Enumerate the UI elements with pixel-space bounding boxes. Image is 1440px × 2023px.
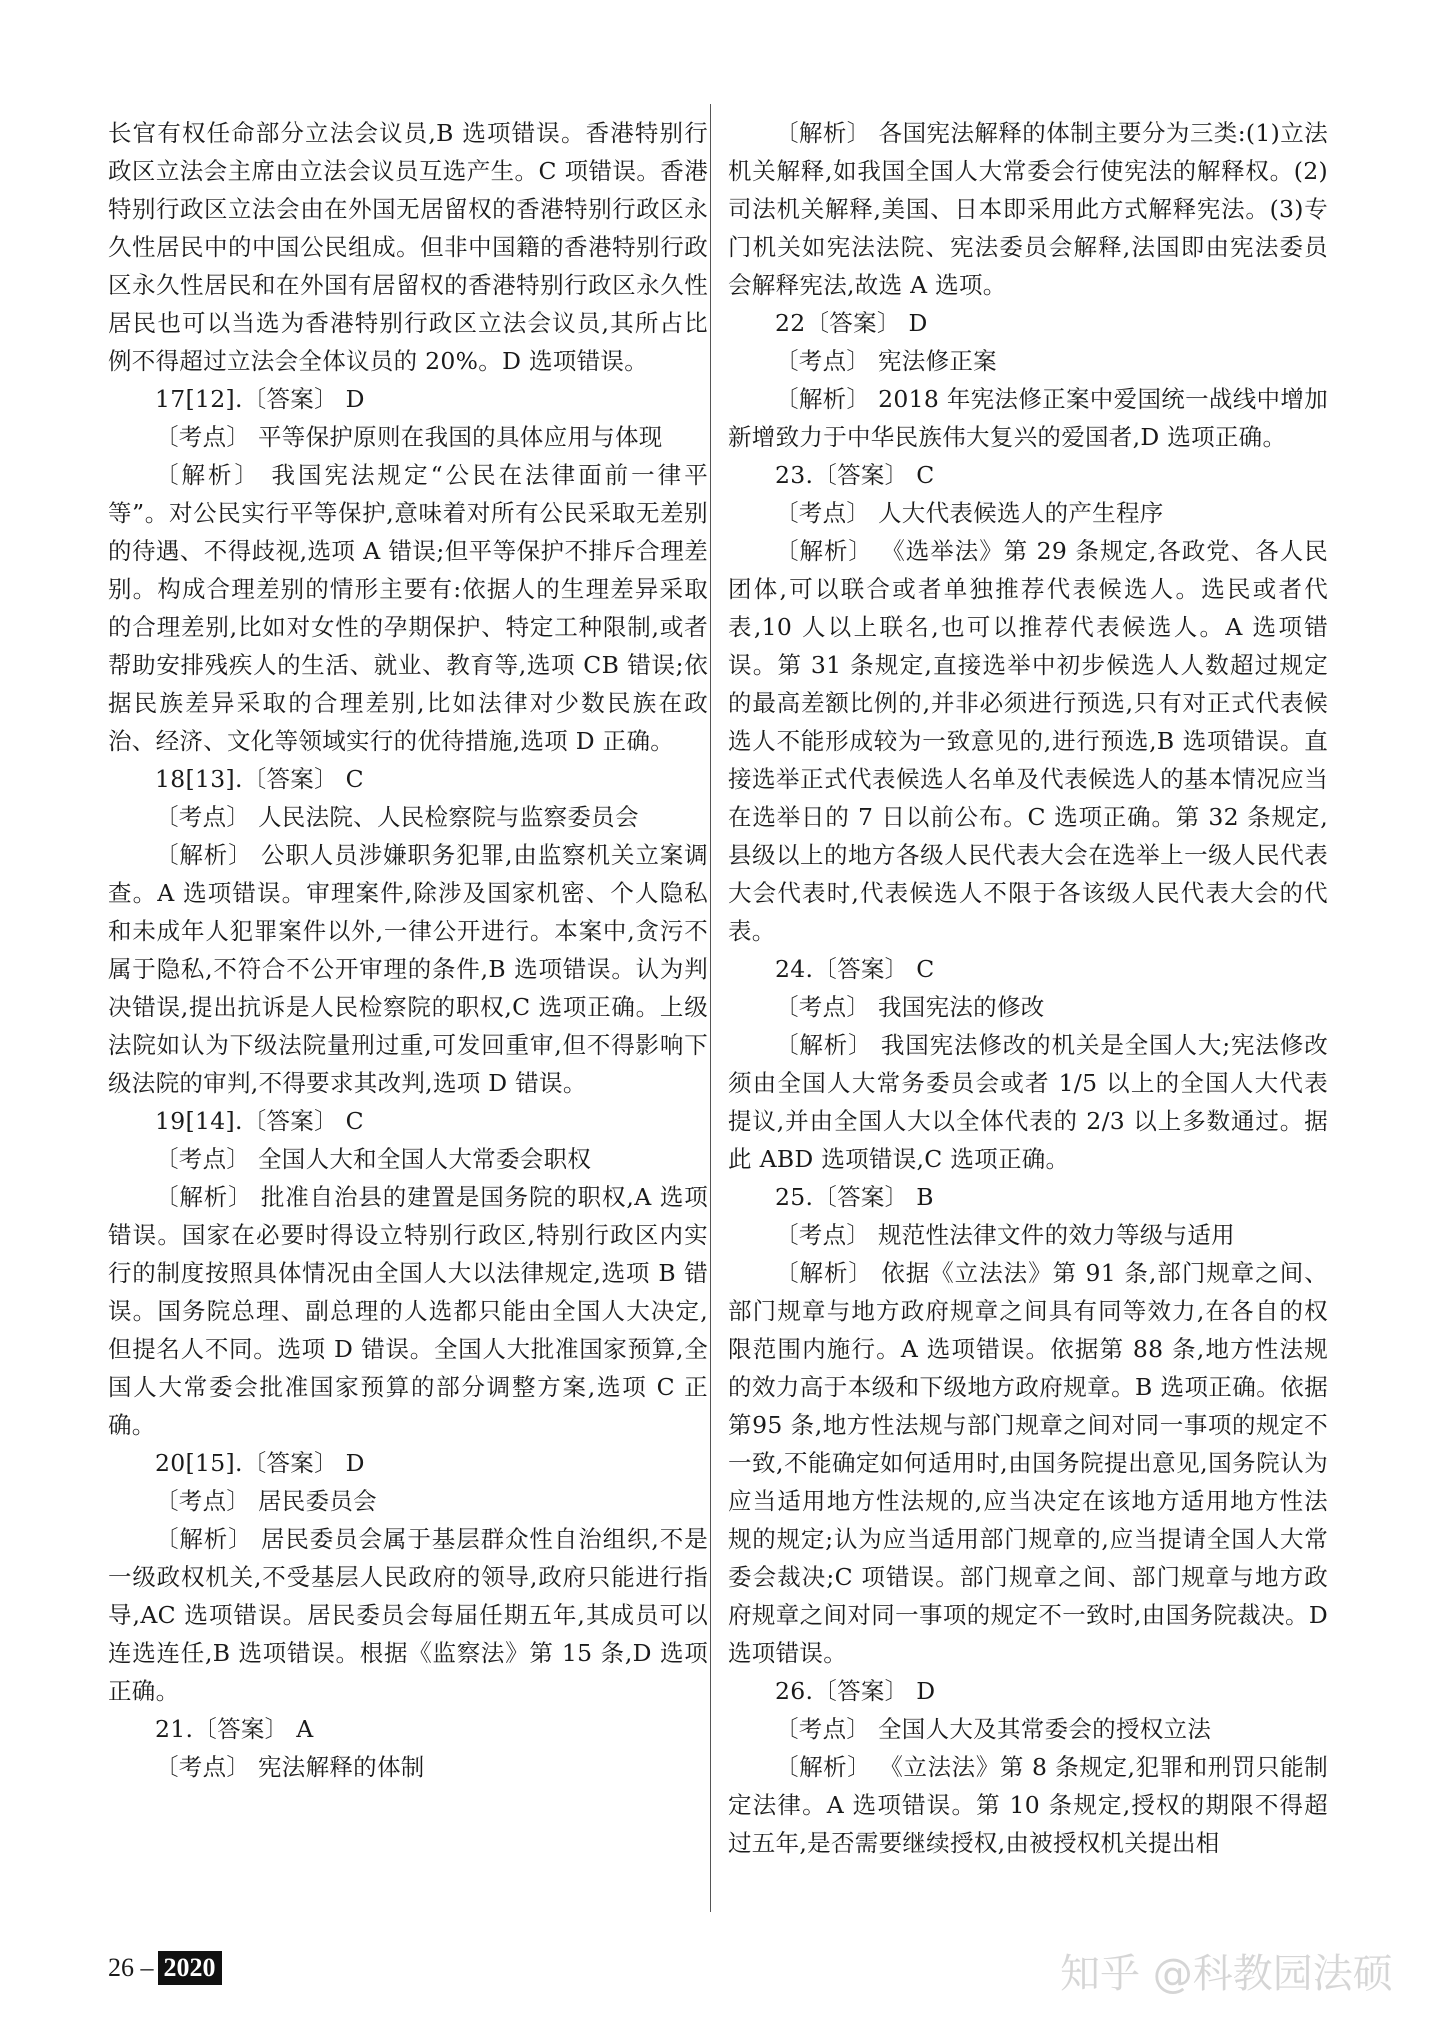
paragraph: 26.〔答案〕 D [775, 1677, 936, 1705]
page-number: 26 – [108, 1953, 154, 1982]
paragraph: 〔解析〕 我国宪法规定“公民在法律面前一律平等”。对公民实行平等保护,意味着对所有公民采取无差别的待遇、不得歧视,选项 A 错误;但平等保护不排斥合理差别。构成合理差别的情形主要有:依据人的生理差异采取的合理差别,比如对女性的孕期保护、特定工种限制,或者帮助安排残疾人的生活、就业、教育等,选项 CB 错误;依据民族差异采取的合理差别,比如法律对少数民族在政治、经济、文化等领域实行的优待措施,选项 D 正确。 [108, 461, 708, 755]
paragraph: 〔考点〕 居民委员会 [155, 1487, 377, 1515]
paragraph: 〔解析〕 各国宪法解释的体制主要分为三类:(1)立法机关解释,如我国全国人大常委会行使宪法的解释权。(2)司法机关解释,美国、日本即采用此方式解释宪法。(3)专门机关如宪法法院、宪法委员会解释,法国即由宪法委员会解释宪法,故选 A 选项。 [728, 119, 1328, 299]
paragraph: 〔解析〕 我国宪法修改的机关是全国人大;宪法修改须由全国人大常务委员会或者 1/5 以上的全国人大代表提议,并由全国人大以全体代表的 2/3 以上多数通过。据此 ABD 选项错误,C 选项正确。 [728, 1031, 1328, 1173]
paragraph: 〔考点〕 人大代表候选人的产生程序 [775, 499, 1164, 527]
paragraph: 21.〔答案〕 A [155, 1715, 314, 1743]
left-column [108, 114, 708, 1786]
paragraph: 〔考点〕 平等保护原则在我国的具体应用与体现 [155, 423, 663, 451]
paragraph: 25.〔答案〕 B [775, 1183, 934, 1211]
paragraph: 〔解析〕 《选举法》第 29 条规定,各政党、各人民团体,可以联合或者单独推荐代表候选人。选民或者代表,10 人以上联名,也可以推荐代表候选人。A 选项错误。第 31 条规定,直接选举中初步候选人人数超过规定的最高差额比例的,并非必须进行预选,只有对正式代表候选人不能形成较为一致意见的,进行预选,B 选项错误。直接选举正式代表候选人名单及代表候选人的基本情况应当在选举日的 7 日以前公布。C 选项正确。第 32 条规定,县级以上的地方各级人民代表大会在选举上一级人民代表大会代表时,代表候选人不限于各该级人民代表大会的代表。 [728, 537, 1328, 945]
paragraph: 24.〔答案〕 C [775, 955, 935, 983]
watermark: 知乎 @科教园法硕 [1060, 1951, 1393, 1997]
paragraph: 〔考点〕 全国人大及其常委会的授权立法 [775, 1715, 1212, 1743]
paragraph: 〔考点〕 人民法院、人民检察院与监察委员会 [155, 803, 639, 831]
paragraph: 19[14].〔答案〕 C [155, 1107, 364, 1135]
paragraph: 17[12].〔答案〕 D [155, 385, 365, 413]
paragraph: 23.〔答案〕 C [775, 461, 935, 489]
paragraph: 〔解析〕 公职人员涉嫌职务犯罪,由监察机关立案调查。A 选项错误。审理案件,除涉及国家机密、个人隐私和未成年人犯罪案件以外,一律公开进行。本案中,贪污不属于隐私,不符合不公开审理的条件,B 选项错误。认为判决错误,提出抗诉是人民检察院的职权,C 选项正确。上级法院如认为下级法院量刑过重,可发回重审,但不得影响下级法院的审判,不得要求其改判,选项 D 错误。 [108, 841, 708, 1097]
paragraph: 22〔答案〕 D [775, 309, 928, 337]
paragraph: 〔考点〕 宪法修正案 [775, 347, 997, 375]
paragraph: 〔考点〕 我国宪法的修改 [775, 993, 1045, 1021]
paragraph: 〔解析〕 依据《立法法》第 91 条,部门规章之间、部门规章与地方政府规章之间具有同等效力,在各自的权限范围内施行。A 选项错误。依据第 88 条,地方性法规的效力高于本级和下级地方政府规章。B 选项正确。依据第95 条,地方性法规与部门规章之间对同一事项的规定不一致,不能确定如何适用时,由国务院提出意见,国务院认为应当适用地方性法规的,应当决定在该地方适用地方性法规的规定;认为应当适用部门规章的,应当提请全国人大常委会裁决;C 项错误。部门规章之间、部门规章与地方政府规章之间对同一事项的规定不一致时,由国务院裁决。D 选项错误。 [728, 1259, 1328, 1667]
paragraph: 〔考点〕 宪法解释的体制 [155, 1753, 425, 1781]
column-divider [710, 104, 711, 1912]
right-column [728, 114, 1328, 1862]
paragraph: 20[15].〔答案〕 D [155, 1449, 365, 1477]
paragraph: 〔考点〕 规范性法律文件的效力等级与适用 [775, 1221, 1235, 1249]
paragraph: 长官有权任命部分立法会议员,B 选项错误。香港特别行政区立法会主席由立法会议员互选产生。C 项错误。香港特别行政区立法会由在外国无居留权的香港特别行政区永久性居民中的中国公民组成。但非中国籍的香港特别行政区永久性居民和在外国有居留权的香港特别行政区永久性居民也可以当选为香港特别行政区立法会议员,其所占比例不得超过立法会全体议员的 20%。D 选项错误。 [108, 119, 708, 375]
paragraph: 〔考点〕 全国人大和全国人大常委会职权 [155, 1145, 592, 1173]
page-footer [108, 1950, 222, 1986]
paragraph: 〔解析〕 批准自治县的建置是国务院的职权,A 选项错误。国家在必要时得设立特别行政区,特别行政区内实行的制度按照具体情况由全国人大以法律规定,选项 B 错误。国务院总理、副总理的人选都只能由全国人大决定,但提名人不同。选项 D 错误。全国人大批准国家预算,全国人大常委会批准国家预算的部分调整方案,选项 C 正确。 [108, 1183, 708, 1439]
paragraph: 18[13].〔答案〕 C [155, 765, 364, 793]
paragraph: 〔解析〕 《立法法》第 8 条规定,犯罪和刑罚只能制定法律。A 选项错误。第 10 条规定,授权的期限不得超过五年,是否需要继续授权,由被授权机关提出相 [728, 1753, 1328, 1857]
paragraph: 〔解析〕 居民委员会属于基层群众性自治组织,不是一级政权机关,不受基层人民政府的领导,政府只能进行指导,AC 选项错误。居民委员会每届任期五年,其成员可以连选连任,B 选项错误。根据《监察法》第 15 条,D 选项正确。 [108, 1525, 708, 1705]
paragraph: 〔解析〕 2018 年宪法修正案中爱国统一战线中增加新增致力于中华民族伟大复兴的爱国者,D 选项正确。 [728, 385, 1328, 451]
year-badge: 2020 [158, 1951, 222, 1985]
